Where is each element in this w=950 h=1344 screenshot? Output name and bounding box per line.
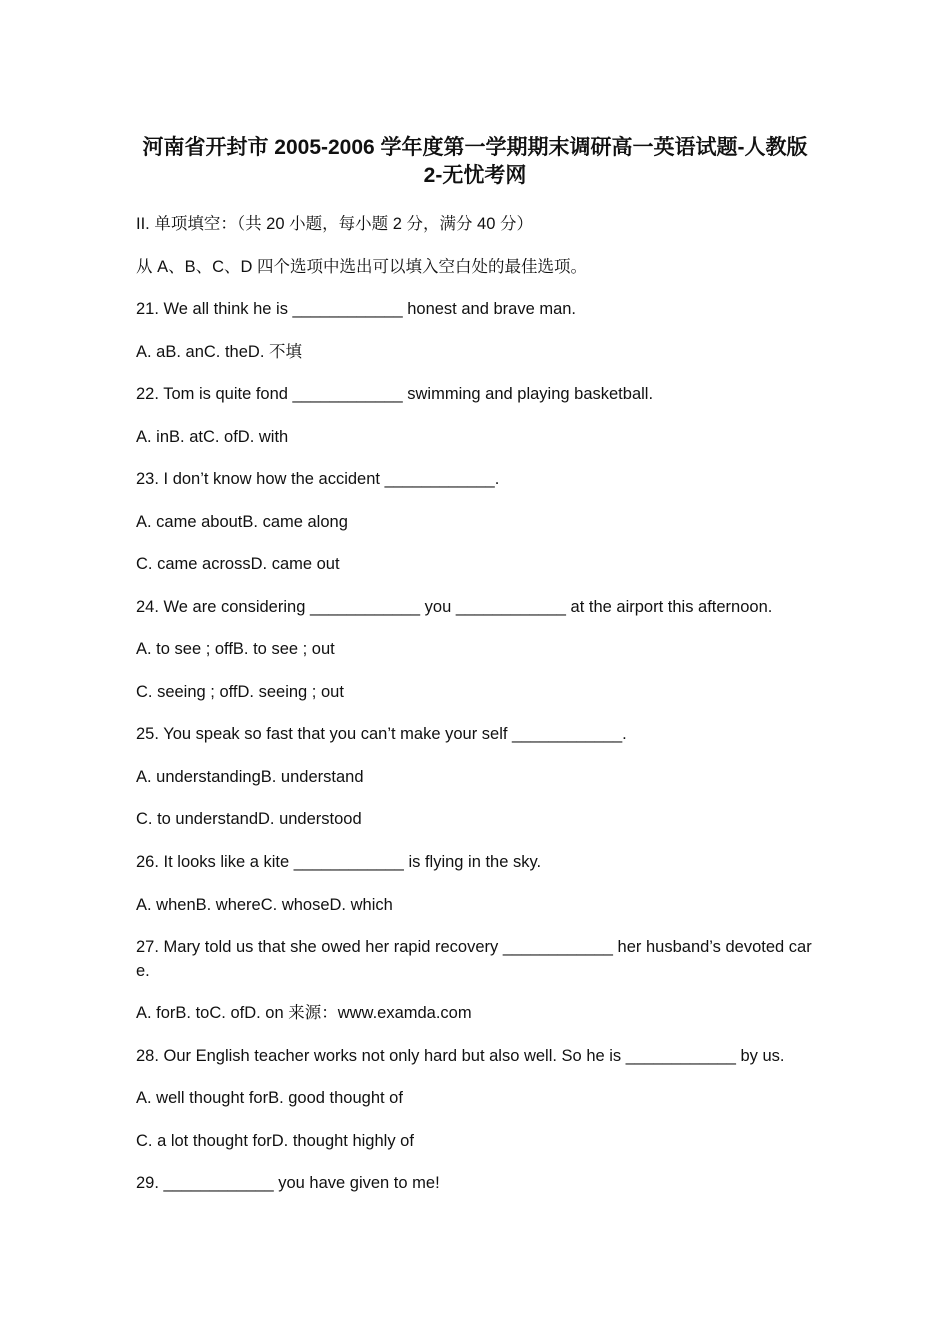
question-25: 25. You speak so fast that you can’t make your self ____________.: [136, 725, 627, 743]
question-21: 21. We all think he is ____________ honest and brave man.: [136, 300, 577, 318]
options-22: A. inB. atC. ofD. with: [136, 428, 289, 446]
question-28: 28. Our English teacher works not only hard but also well. So he is ____________ by us.: [136, 1047, 785, 1065]
question-22: 22. Tom is quite fond ____________ swimming and playing basketball.: [136, 385, 654, 403]
options-24-ab: A. to see ; offB. to see ; out: [136, 640, 335, 658]
options-28-ab: A. well thought forB. good thought of: [136, 1089, 403, 1107]
options-28-cd: C. a lot thought forD. thought highly of: [136, 1132, 414, 1150]
question-27: 27. Mary told us that she owed her rapid recovery ____________ her husband’s devoted care.: [136, 938, 812, 980]
options-26: A. whenB. whereC. whoseD. which: [136, 896, 393, 914]
question-24: 24. We are considering ____________ you ____________ at the airport this afternoon.: [136, 598, 773, 616]
options-23-cd: C. came acrossD. came out: [136, 555, 340, 573]
question-29: 29. ____________ you have given to me!: [136, 1174, 440, 1192]
options-27: A. forB. toC. ofD. on 来源：www.examda.com: [136, 1004, 472, 1022]
options-24-cd: C. seeing ; offD. seeing ; out: [136, 683, 344, 701]
question-23: 23. I don’t know how the accident ____________.: [136, 470, 500, 488]
options-25-cd: C. to understandD. understood: [136, 810, 362, 828]
options-21: A. aB. anC. theD. 不填: [136, 343, 302, 361]
options-23-ab: A. came aboutB. came along: [136, 513, 348, 531]
question-26: 26. It looks like a kite ____________ is flying in the sky.: [136, 853, 542, 871]
document-title: 河南省开封市 2005-2006 学年度第一学期期末调研高一英语试题-人教版 2-无忧考网: [142, 136, 808, 187]
instruction: 从 A、B、C、D 四个选项中选出可以填入空白处的最佳选项。: [136, 258, 588, 276]
section-header: II. 单项填空：（共 20 小题，每小题 2 分，满分 40 分）: [136, 215, 533, 233]
options-25-ab: A. understandingB. understand: [136, 768, 364, 786]
